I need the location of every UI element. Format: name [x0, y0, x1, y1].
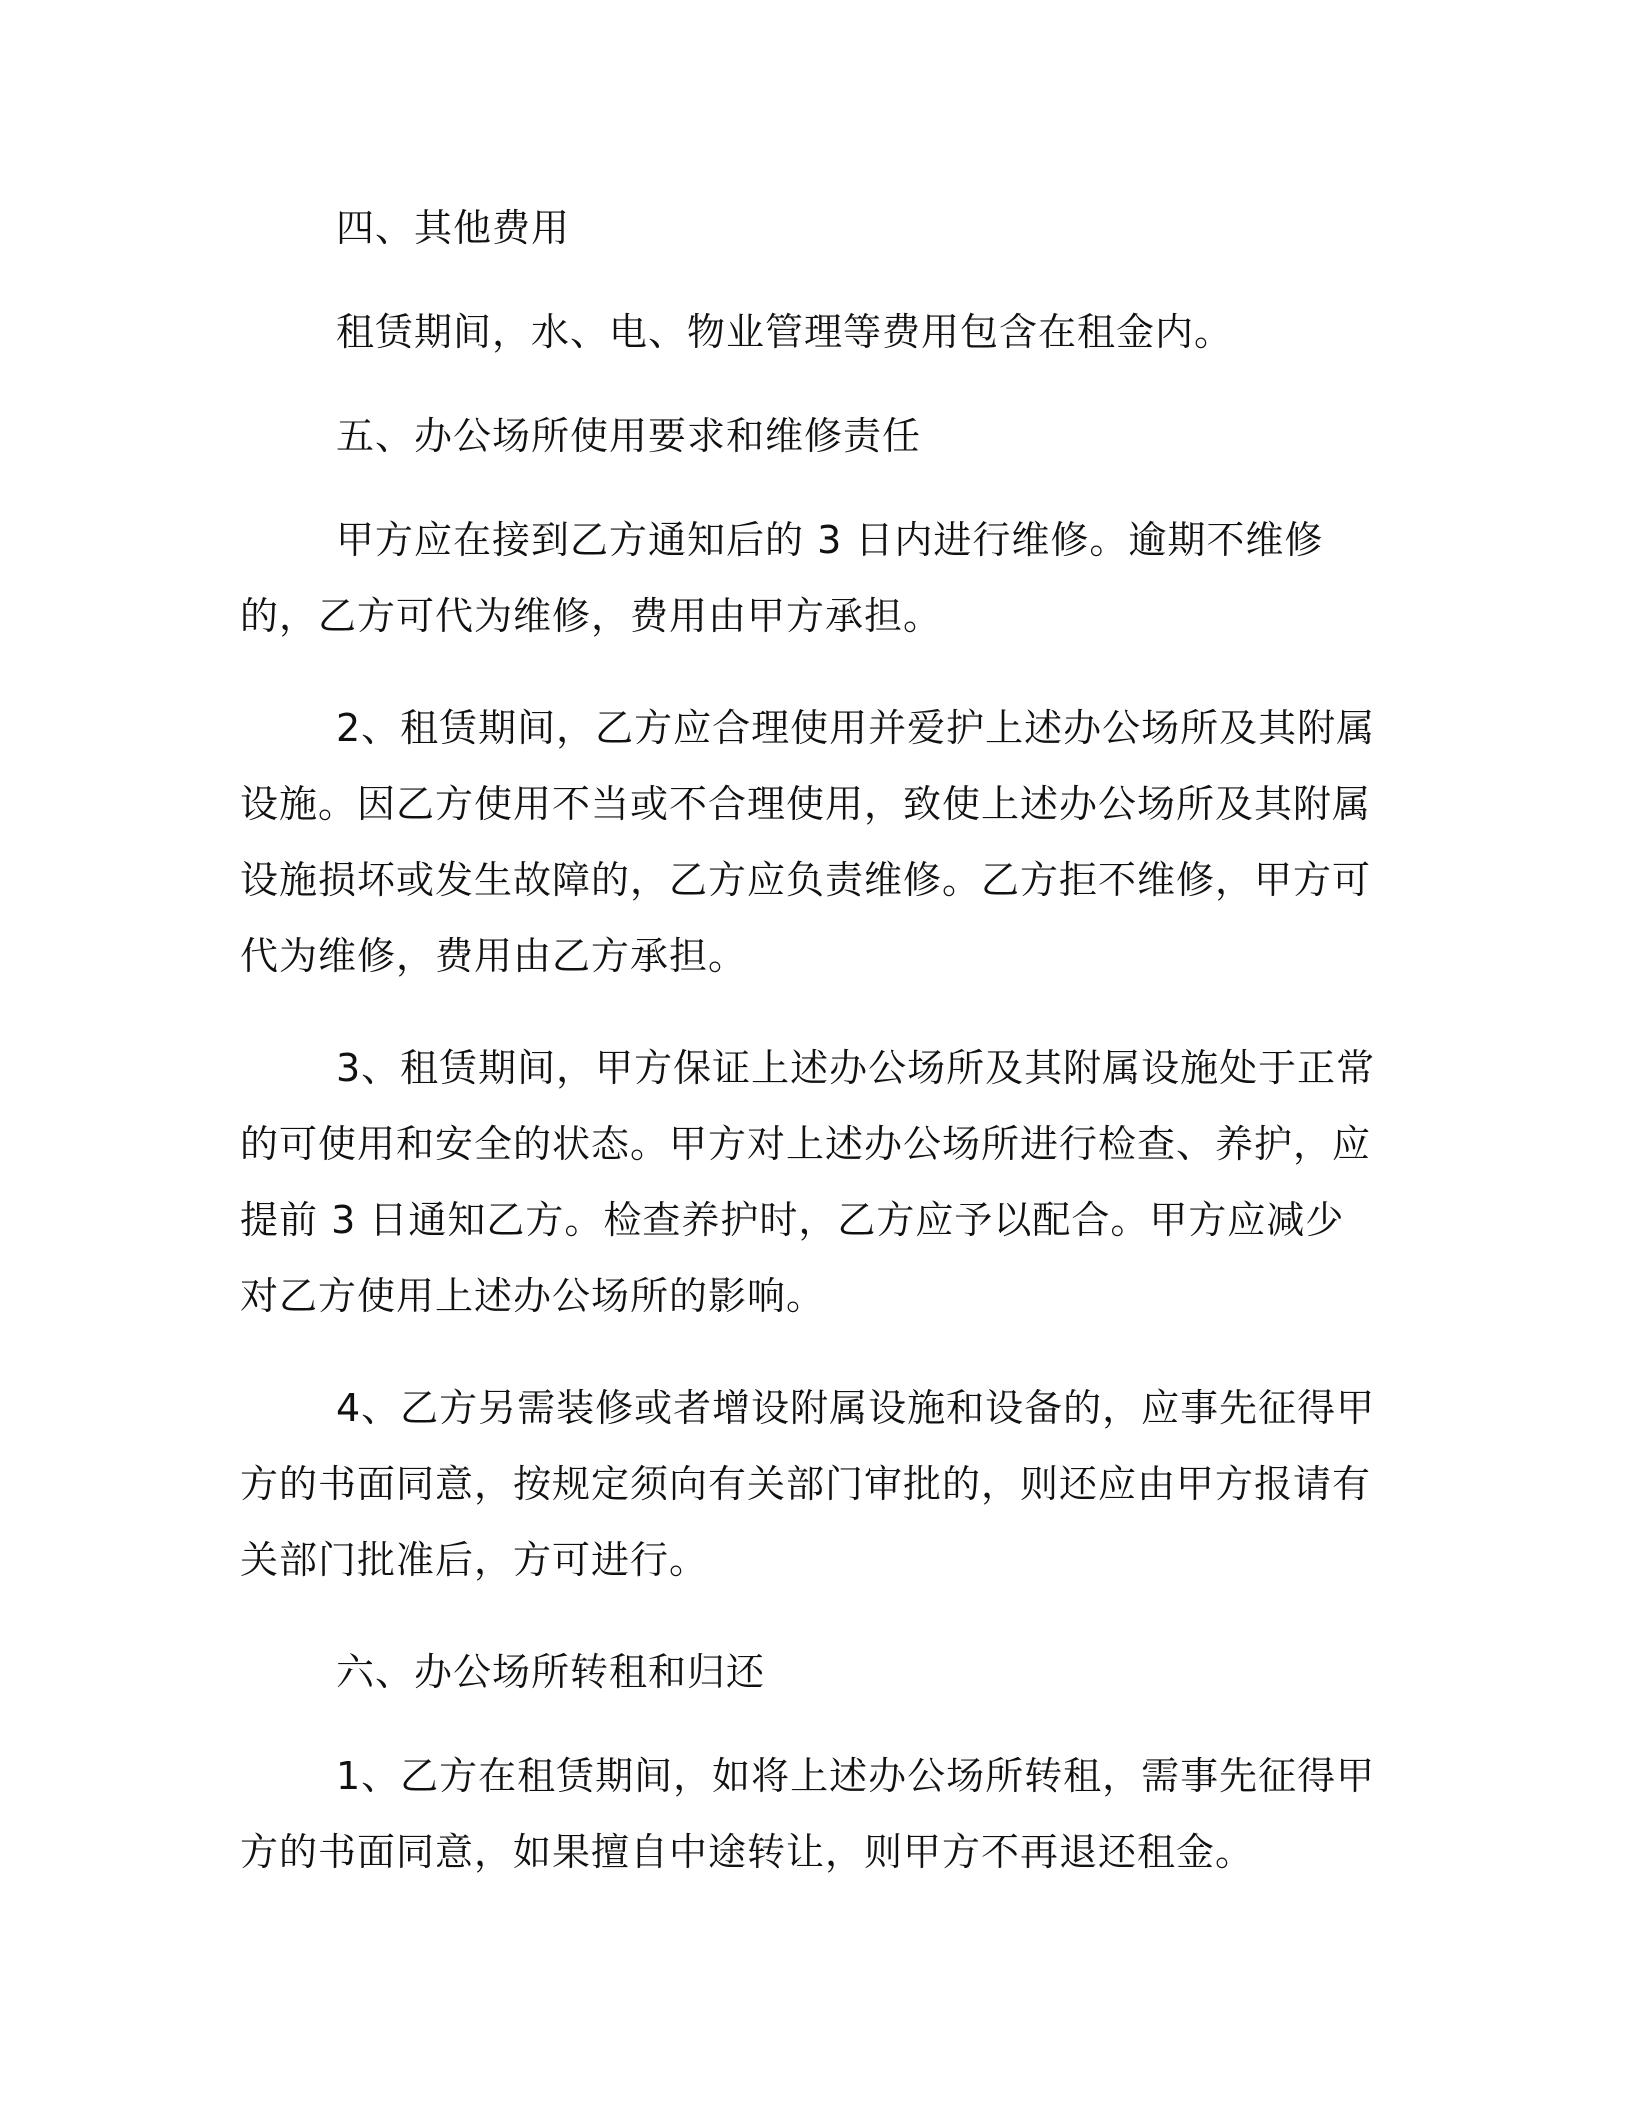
document-body: [240, 190, 1380, 1890]
section-heading-6: 六、办公场所转租和归还: [336, 1650, 766, 1694]
paragraph-clause-4: 4、乙方另需装修或者增设附属设施和设备的，应事先征得甲方的书面同意，按规定须向有关部门审批的，则还应由甲方报请有关部门批准后，方可进行。: [240, 1386, 1376, 1582]
paragraph-clause-2: 2、租赁期间，乙方应合理使用并爱护上述办公场所及其附属设施。因乙方使用不当或不合理使用，致使上述办公场所及其附属设施损坏或发生故障的，乙方应负责维修。乙方拒不维修，甲方可代为维修，费用由乙方承担。: [240, 706, 1376, 978]
section-heading-4: 四、其他费用: [336, 206, 571, 250]
paragraph-clause-3: 3、租赁期间，甲方保证上述办公场所及其附属设施处于正常的可使用和安全的状态。甲方对上述办公场所进行检查、养护，应提前 3 日通知乙方。检查养护时，乙方应予以配合。甲方应减少对乙方使用上述办公场所的影响。: [240, 1046, 1376, 1318]
paragraph-sublease: 1、乙方在租赁期间，如将上述办公场所转租，需事先征得甲方的书面同意，如果擅自中途转让，则甲方不再退还租金。: [240, 1754, 1376, 1874]
paragraph-other-fees: 租赁期间，水、电、物业管理等费用包含在租金内。: [336, 310, 1234, 354]
paragraph-repair-notice: 甲方应在接到乙方通知后的 3 日内进行维修。逾期不维修的，乙方可代为维修，费用由甲方承担。: [240, 518, 1324, 638]
section-heading-5: 五、办公场所使用要求和维修责任: [336, 414, 922, 458]
